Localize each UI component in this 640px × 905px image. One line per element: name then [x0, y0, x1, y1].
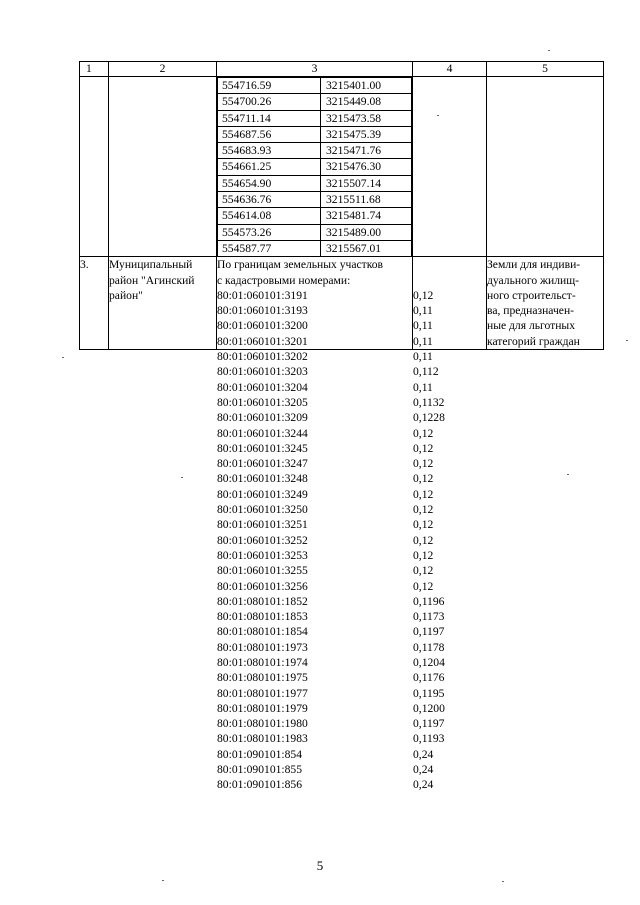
area-value: 0,1197 [413, 717, 445, 731]
cadastral-number: 80:01:090101:855 [217, 763, 303, 777]
area-cell [413, 257, 487, 792]
cadastral-number: 80:01:090101:856 [217, 778, 303, 792]
column-number-1: 1 [80, 62, 109, 77]
coordinate-row [218, 224, 412, 240]
coordinate-row [218, 192, 412, 208]
parcels-intro-line: с кадастровыми номерами: [217, 273, 351, 287]
cadastral-number: 80:01:080101:1852 [217, 594, 308, 608]
coordinate-x: 554711.14 [218, 110, 321, 126]
cadastral-number: 80:01:080101:1980 [217, 717, 308, 731]
cadastral-number: 80:01:080101:1974 [217, 655, 308, 669]
area-value: 0,12 [413, 457, 434, 471]
column-number-5: 5 [487, 62, 604, 77]
purpose-cell [487, 257, 604, 350]
coordinate-row [218, 94, 412, 110]
coordinate-x: 554687.56 [218, 126, 321, 142]
district-cell [109, 257, 217, 350]
coordinates-cell [217, 77, 413, 257]
parcels-intro-line: По границам земельных участков [217, 258, 384, 272]
parcels-cell [217, 257, 413, 792]
scan-speck [162, 880, 164, 881]
scan-speck [548, 50, 550, 51]
purpose-line: категорий граждан [487, 334, 580, 348]
cadastral-number: 80:01:060101:3193 [217, 304, 308, 318]
district-line: район "Агинский [109, 273, 195, 287]
area-value: 0,11 [413, 380, 433, 394]
coordinate-row [218, 240, 412, 256]
cadastral-number: 80:01:060101:3245 [217, 441, 308, 455]
coordinate-x: 554700.26 [218, 94, 321, 110]
scan-speck [181, 477, 183, 478]
cell-empty [80, 77, 109, 257]
area-value: 0,1193 [413, 732, 445, 746]
cadastral-number: 80:01:060101:3255 [217, 564, 308, 578]
column-number-3: 3 [217, 62, 413, 77]
coordinate-y: 3215475.39 [321, 126, 412, 142]
area-value: 0,24 [413, 747, 434, 761]
area-value: 0,1200 [413, 701, 445, 715]
area-value: 0,12 [413, 503, 434, 517]
area-value: 0,12 [413, 441, 434, 455]
area-value: 0,1132 [413, 395, 445, 409]
coordinate-y: 3215481.74 [321, 208, 412, 224]
area-value: 0,12 [413, 548, 434, 562]
coordinate-x: 554654.90 [218, 175, 321, 191]
coordinate-y: 3215401.00 [321, 78, 412, 94]
area-value: 0,12 [413, 533, 434, 547]
cadastral-number: 80:01:060101:3252 [217, 533, 308, 547]
cell-empty [413, 77, 487, 257]
purpose-line: дуального жилищ- [487, 273, 580, 287]
cadastral-number: 80:01:090101:854 [217, 747, 303, 761]
scan-speck [502, 881, 504, 882]
area-value: 0,1228 [413, 411, 445, 425]
cadastral-number: 80:01:060101:3248 [217, 472, 308, 486]
cadastral-number: 80:01:060101:3201 [217, 334, 308, 348]
coordinate-x: 554573.26 [218, 224, 321, 240]
area-value: 0,11 [413, 334, 433, 348]
area-value: 0,1196 [413, 594, 445, 608]
coordinate-x: 554716.59 [218, 78, 321, 94]
area-value: 0,11 [413, 304, 433, 318]
cadastral-number: 80:01:080101:1977 [217, 686, 308, 700]
cadastral-number: 80:01:060101:3205 [217, 395, 308, 409]
coordinate-y: 3215449.08 [321, 94, 412, 110]
spacer [413, 273, 486, 288]
area-value: 0,24 [413, 778, 434, 792]
coordinate-row [218, 143, 412, 159]
area-value: 0,24 [413, 763, 434, 777]
coordinate-row [218, 208, 412, 224]
coordinate-row [218, 78, 412, 94]
coordinate-y: 3215489.00 [321, 224, 412, 240]
cadastral-number: 80:01:060101:3200 [217, 319, 308, 333]
cadastral-number: 80:01:080101:1975 [217, 671, 308, 685]
land-plots-table [79, 61, 604, 792]
column-number-row [80, 62, 604, 77]
cadastral-number: 80:01:080101:1854 [217, 625, 308, 639]
area-value: 0,12 [413, 288, 434, 302]
cadastral-number: 80:01:060101:3249 [217, 487, 308, 501]
purpose-line: ные для льготных [487, 319, 575, 333]
cadastral-number: 80:01:060101:3204 [217, 380, 308, 394]
area-value: 0,1178 [413, 640, 445, 654]
scan-speck [62, 357, 64, 358]
column-number-2: 2 [109, 62, 217, 77]
cadastral-number: 80:01:060101:3253 [217, 548, 308, 562]
area-value: 0,12 [413, 472, 434, 486]
coordinate-y: 3215567.01 [321, 240, 412, 256]
cadastral-number: 80:01:080101:1853 [217, 610, 308, 624]
purpose-line: ного строительст- [487, 288, 576, 302]
cadastral-number: 80:01:060101:3191 [217, 288, 308, 302]
coordinate-x: 554636.76 [218, 192, 321, 208]
scan-speck [567, 474, 569, 475]
cadastral-number: 80:01:080101:1973 [217, 640, 308, 654]
cadastral-number: 80:01:060101:3203 [217, 365, 308, 379]
cadastral-number: 80:01:060101:3247 [217, 457, 308, 471]
page-number: 5 [316, 858, 324, 873]
coordinate-row [218, 175, 412, 191]
purpose-line: Земли для индиви- [487, 258, 581, 272]
coordinate-row [218, 110, 412, 126]
cell-empty [487, 77, 604, 257]
cadastral-number: 80:01:060101:3209 [217, 411, 308, 425]
area-value: 0,11 [413, 350, 433, 364]
scan-speck [626, 340, 628, 341]
cadastral-number: 80:01:060101:3251 [217, 518, 308, 532]
cadastral-number: 80:01:060101:3256 [217, 579, 308, 593]
area-value: 0,12 [413, 426, 434, 440]
coordinate-x: 554661.25 [218, 159, 321, 175]
area-value: 0,1195 [413, 686, 445, 700]
cadastral-number: 80:01:080101:1979 [217, 701, 308, 715]
cadastral-number: 80:01:060101:3202 [217, 350, 308, 364]
area-value: 0,12 [413, 564, 434, 578]
column-number-4: 4 [413, 62, 487, 77]
coordinates-list [217, 77, 412, 256]
district-line: район" [109, 288, 143, 302]
purpose-line: ва, предназначен- [487, 304, 575, 318]
coordinate-y: 3215471.76 [321, 143, 412, 159]
cadastral-number-list [217, 288, 412, 792]
coordinate-row [218, 159, 412, 175]
coordinate-y: 3215473.58 [321, 110, 412, 126]
cadastral-number: 80:01:080101:1983 [217, 732, 308, 746]
cadastral-number: 80:01:060101:3250 [217, 503, 308, 517]
coordinate-y: 3215476.30 [321, 159, 412, 175]
area-value: 0,11 [413, 319, 433, 333]
cadastral-number: 80:01:060101:3244 [217, 426, 308, 440]
area-value: 0,1197 [413, 625, 445, 639]
table-row-continued [80, 77, 604, 257]
area-value: 0,12 [413, 579, 434, 593]
scan-speck [437, 115, 439, 116]
area-value: 0,1176 [413, 671, 445, 685]
area-list [413, 288, 486, 792]
coordinate-x: 554683.93 [218, 143, 321, 159]
row-number: 3. [80, 257, 109, 350]
area-value: 0,1204 [413, 655, 445, 669]
district-line: Муниципальный [109, 258, 193, 272]
coordinate-x: 554614.08 [218, 208, 321, 224]
coordinate-row [218, 126, 412, 142]
area-value: 0,12 [413, 487, 434, 501]
cell-empty [109, 77, 217, 257]
table-row-3 [80, 257, 604, 350]
coordinate-y: 3215511.68 [321, 192, 412, 208]
spacer [413, 257, 486, 272]
area-value: 0,12 [413, 518, 434, 532]
coordinate-y: 3215507.14 [321, 175, 412, 191]
area-value: 0,1173 [413, 610, 445, 624]
area-value: 0,112 [413, 365, 439, 379]
coordinate-x: 554587.77 [218, 240, 321, 256]
